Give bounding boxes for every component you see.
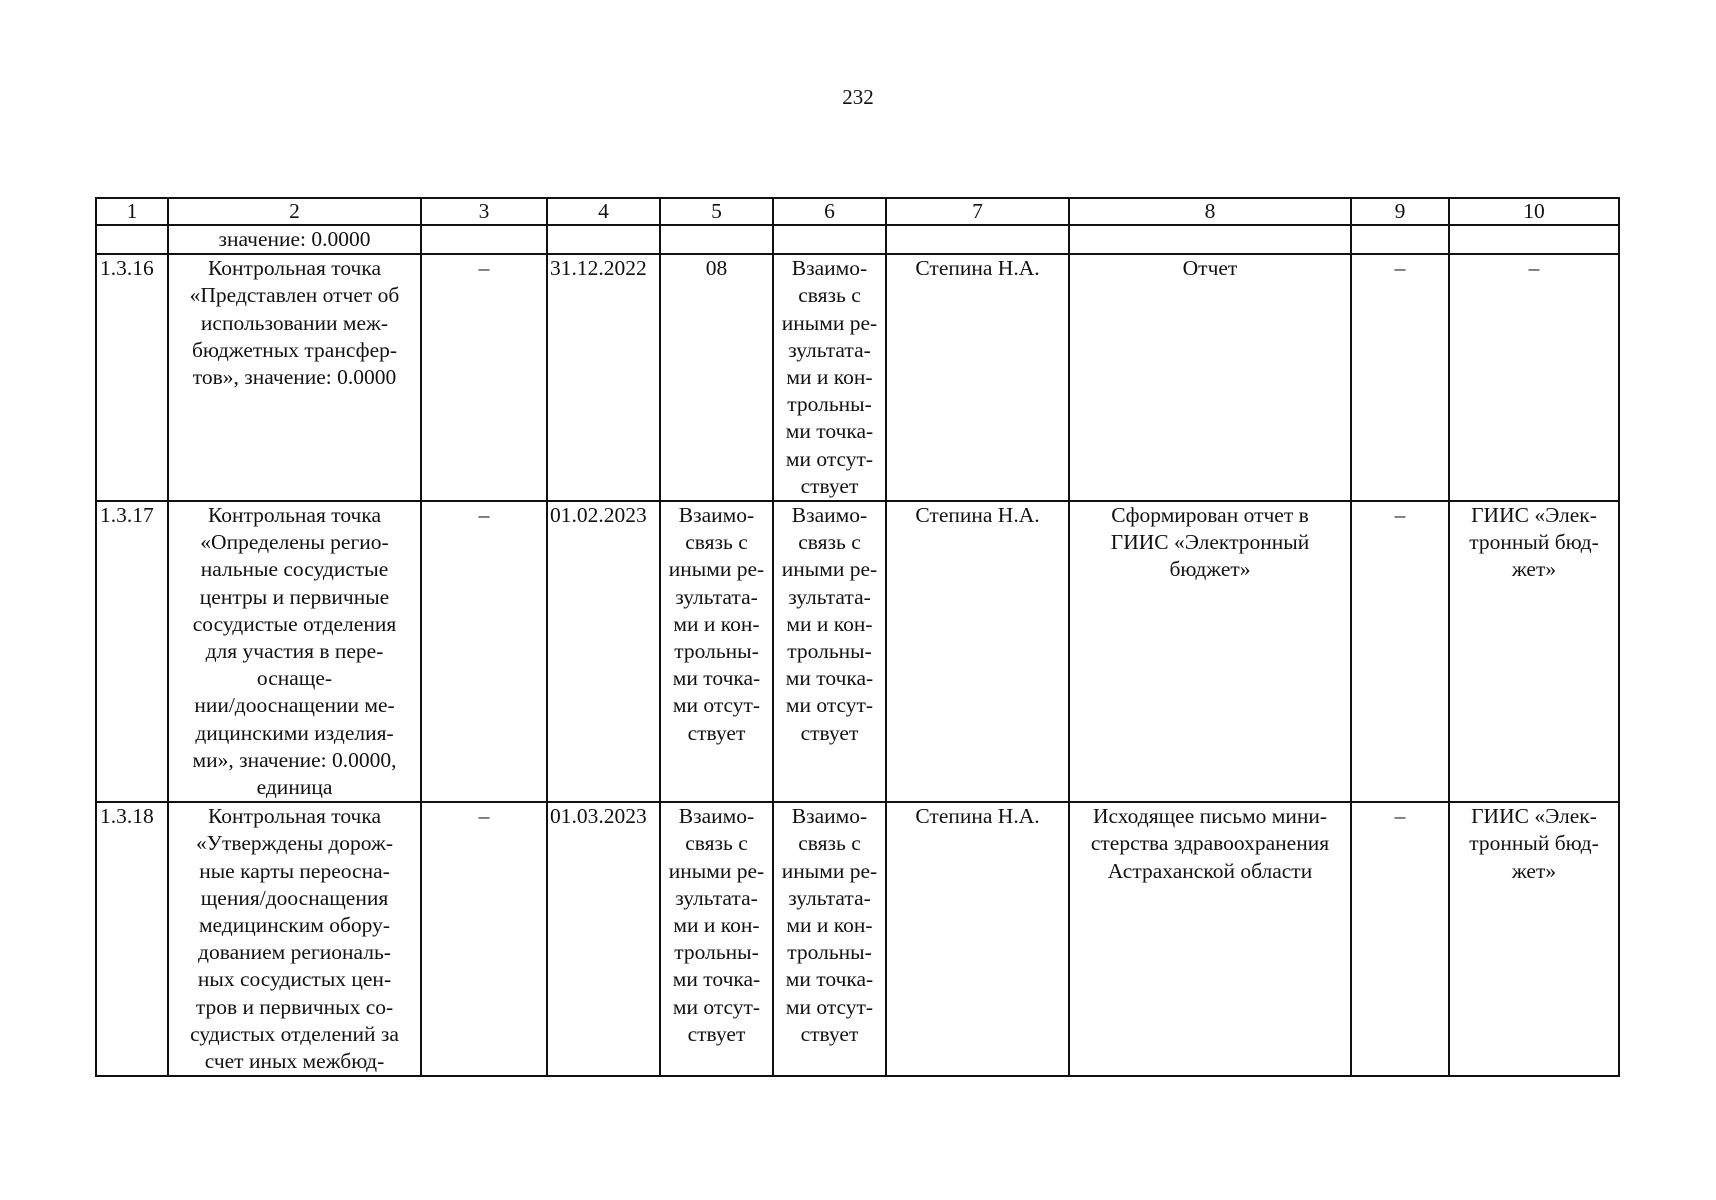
column-number: 1 [96, 198, 168, 225]
result-document: Исходящее письмо мини- стерства здравоохранения Астраханской области [1069, 802, 1351, 1076]
column-number: 5 [660, 198, 773, 225]
empty-cell [1449, 225, 1619, 254]
due-date: 01.03.2023 [547, 802, 660, 1076]
column-number: 9 [1351, 198, 1449, 225]
empty-cell [96, 225, 168, 254]
control-points-table [95, 197, 1620, 1077]
column-number: 8 [1069, 198, 1351, 225]
result-document: Отчет [1069, 254, 1351, 501]
column-number-row [96, 198, 1619, 225]
control-point-name: Контрольная точка «Представлен отчет об использовании меж- бюджетных трансфер- тов», значение: 0.0000 [168, 254, 421, 501]
page-number: 232 [842, 85, 874, 109]
cell-col10: ГИИС «Элек- тронный бюд- жет» [1449, 501, 1619, 802]
cell-col5: Взаимо- связь с иными ре- зультата- ми и кон- трольны- ми точка- ми отсут- ствует [660, 501, 773, 802]
table-row [96, 254, 1619, 501]
due-date: 31.12.2022 [547, 254, 660, 501]
empty-cell [773, 225, 886, 254]
row-number: 1.3.17 [96, 501, 168, 802]
cell-col6: Взаимо- связь с иными ре- зультата- ми и кон- трольны- ми точка- ми отсут- ствует [773, 501, 886, 802]
empty-cell [1351, 225, 1449, 254]
empty-cell [421, 225, 547, 254]
cell-col9: – [1351, 254, 1449, 501]
cell-col5: Взаимо- связь с иными ре- зультата- ми и кон- трольны- ми точка- ми отсут- ствует [660, 802, 773, 1076]
cell-col9: – [1351, 501, 1449, 802]
empty-cell [660, 225, 773, 254]
continuation-text: значение: 0.0000 [168, 225, 421, 254]
cell-col6: Взаимо- связь с иными ре- зультата- ми и кон- трольны- ми точка- ми отсут- ствует [773, 802, 886, 1076]
cell-col5: 08 [660, 254, 773, 501]
empty-cell [886, 225, 1069, 254]
column-number: 4 [547, 198, 660, 225]
continuation-row [96, 225, 1619, 254]
column-number: 7 [886, 198, 1069, 225]
cell-col10: – [1449, 254, 1619, 501]
cell-col10: ГИИС «Элек- тронный бюд- жет» [1449, 802, 1619, 1076]
empty-cell [1069, 225, 1351, 254]
cell-col3: – [421, 501, 547, 802]
responsible-person: Степина Н.А. [886, 254, 1069, 501]
row-number: 1.3.16 [96, 254, 168, 501]
empty-cell [547, 225, 660, 254]
column-number: 3 [421, 198, 547, 225]
control-point-name: Контрольная точка «Определены регио- нальные сосудистые центры и первичные сосудистые отделения для участия в пере- оснаще- нии/дооснащении ме- дицинскими изделия- ми», значение: 0.0000, единица [168, 501, 421, 802]
column-number: 6 [773, 198, 886, 225]
control-point-name: Контрольная точка «Утверждены дорож- ные карты переосна- щения/дооснащения медицинским обору- дованием региональ- ных сосудистых цен- тров и первичных со- судистых отделений за счет иных межбюд- [168, 802, 421, 1076]
responsible-person: Степина Н.А. [886, 501, 1069, 802]
cell-col6: Взаимо- связь с иными ре- зультата- ми и кон- трольны- ми точка- ми отсут- ствует [773, 254, 886, 501]
cell-col9: – [1351, 802, 1449, 1076]
table-row [96, 501, 1619, 802]
column-number: 2 [168, 198, 421, 225]
responsible-person: Степина Н.А. [886, 802, 1069, 1076]
row-number: 1.3.18 [96, 802, 168, 1076]
table-row [96, 802, 1619, 1076]
column-number: 10 [1449, 198, 1619, 225]
cell-col3: – [421, 802, 547, 1076]
cell-col3: – [421, 254, 547, 501]
due-date: 01.02.2023 [547, 501, 660, 802]
result-document: Сформирован отчет в ГИИС «Электронный бюджет» [1069, 501, 1351, 802]
